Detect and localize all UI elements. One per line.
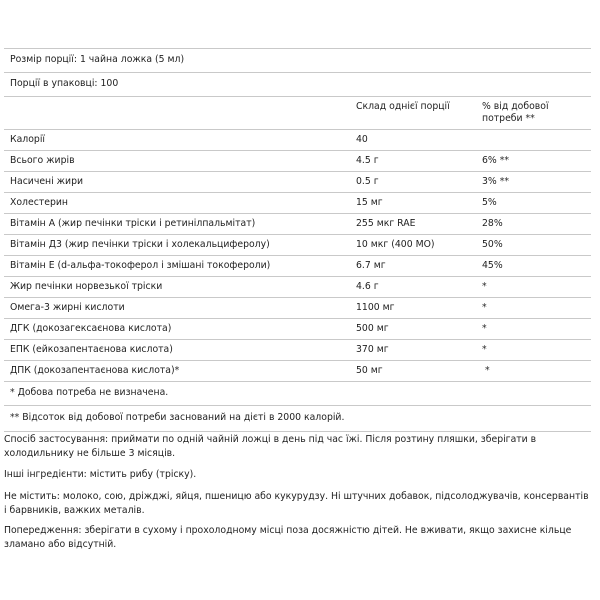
nutrient-name: Вітамін А (жир печінки тріски і ретинілпальмітат) (10, 218, 256, 229)
nutrient-amount: 15 мг (356, 197, 383, 208)
nutrient-row (4, 256, 591, 277)
footnote-not-established: * Добова потреба не визначена. (10, 387, 169, 398)
nutrient-amount: 500 мг (356, 323, 389, 334)
nutrient-row (4, 214, 591, 235)
nutrient-dv: 45% (482, 260, 503, 271)
servings-per-container: Порції в упаковці: 100 (10, 78, 119, 89)
daily-value-header: % від добової потреби ** (482, 101, 549, 124)
nutrient-amount: 10 мкг (400 МО) (356, 239, 435, 250)
nutrient-amount: 1100 мг (356, 302, 395, 313)
nutrient-row (4, 130, 591, 151)
nutrient-amount: 0.5 г (356, 176, 379, 187)
nutrient-amount: 40 (356, 134, 368, 145)
nutrient-row (4, 151, 591, 172)
footnote-daily-value-basis: ** Відсоток від добової потреби заснований на дієті в 2000 калорій. (10, 412, 345, 423)
nutrient-dv: 50% (482, 239, 503, 250)
nutrient-row (4, 298, 591, 319)
nutrient-amount: 6.7 мг (356, 260, 386, 271)
amount-header: Склад однієї порції (356, 101, 450, 112)
nutrient-name: Калорії (10, 134, 45, 145)
nutrient-dv (482, 130, 591, 150)
supplement-facts-table (4, 48, 591, 432)
nutrient-row (4, 361, 591, 382)
footnote-row (4, 382, 591, 406)
nutrient-name: Жир печінки норвезької тріски (10, 281, 163, 292)
servings-per-container-row (4, 73, 591, 97)
nutrient-amount: 4.5 г (356, 155, 379, 166)
nutrient-row (4, 193, 591, 214)
nutrient-dv: * (482, 281, 487, 292)
nutrient-dv: 5% (482, 197, 497, 208)
nutrient-dv: * (482, 323, 487, 334)
nutrient-name: Вітамін Д3 (жир печінки тріски і холекальциферолу) (10, 239, 270, 250)
nutrient-row (4, 340, 591, 361)
nutrient-name: Всього жирів (10, 155, 75, 166)
nutrient-amount: 50 мг (356, 365, 383, 376)
nutrient-row (4, 319, 591, 340)
nutrient-name: Холестерин (10, 197, 68, 208)
nutrient-amount: 255 мкг RAE (356, 218, 416, 229)
nutrient-dv: * (485, 365, 490, 376)
serving-size: Розмір порції: 1 чайна ложка (5 мл) (10, 54, 185, 65)
nutrient-row (4, 172, 591, 193)
nutrient-dv: 28% (482, 218, 503, 229)
nutrient-name: ЕПК (ейкозапентаєнова кислота) (10, 344, 173, 355)
nutrient-name: ДПК (докозапентаєнова кислота)* (10, 365, 180, 376)
nutrient-name: ДГК (докозагексаєнова кислота) (10, 323, 172, 334)
nutrient-amount: 370 мг (356, 344, 389, 355)
nutrient-row (4, 235, 591, 256)
nutrient-dv: 6% ** (482, 155, 510, 166)
nutrient-row (4, 277, 591, 298)
nutrient-dv: * (482, 302, 487, 313)
nutrient-dv: * (482, 344, 487, 355)
warning-text: Попередження: зберігати в сухому і прохолодному місці поза досяжністю дітей. Не вживати, якщо захисне кільце зламано або відсутній. (4, 525, 572, 550)
table-header-row (4, 97, 591, 130)
usage-directions: Спосіб застосування: приймати по одній чайній ложці в день під час їжі. Після розтину пляшки, зберігати в холодильнику не більше 3 місяців. (4, 434, 537, 459)
nutrient-name: Вітамін Е (d-альфа-токоферол і змішані токофероли) (10, 260, 271, 271)
nutrient-amount: 4.6 г (356, 281, 379, 292)
nutrient-name: Насичені жири (10, 176, 84, 187)
free-of-statement: Не містить: молоко, сою, дріжджі, яйця, пшеницю або кукурудзу. Ні штучних добавок, підсолоджувачів, консервантів і барвників, важких металів. (4, 491, 589, 516)
footnote-row (4, 406, 591, 432)
nutrient-name: Омега-3 жирні кислоти (10, 302, 125, 313)
serving-size-row (4, 49, 591, 73)
other-ingredients: Інші інгредієнти: містить рибу (тріску). (4, 469, 197, 480)
nutrient-dv: 3% ** (482, 176, 510, 187)
